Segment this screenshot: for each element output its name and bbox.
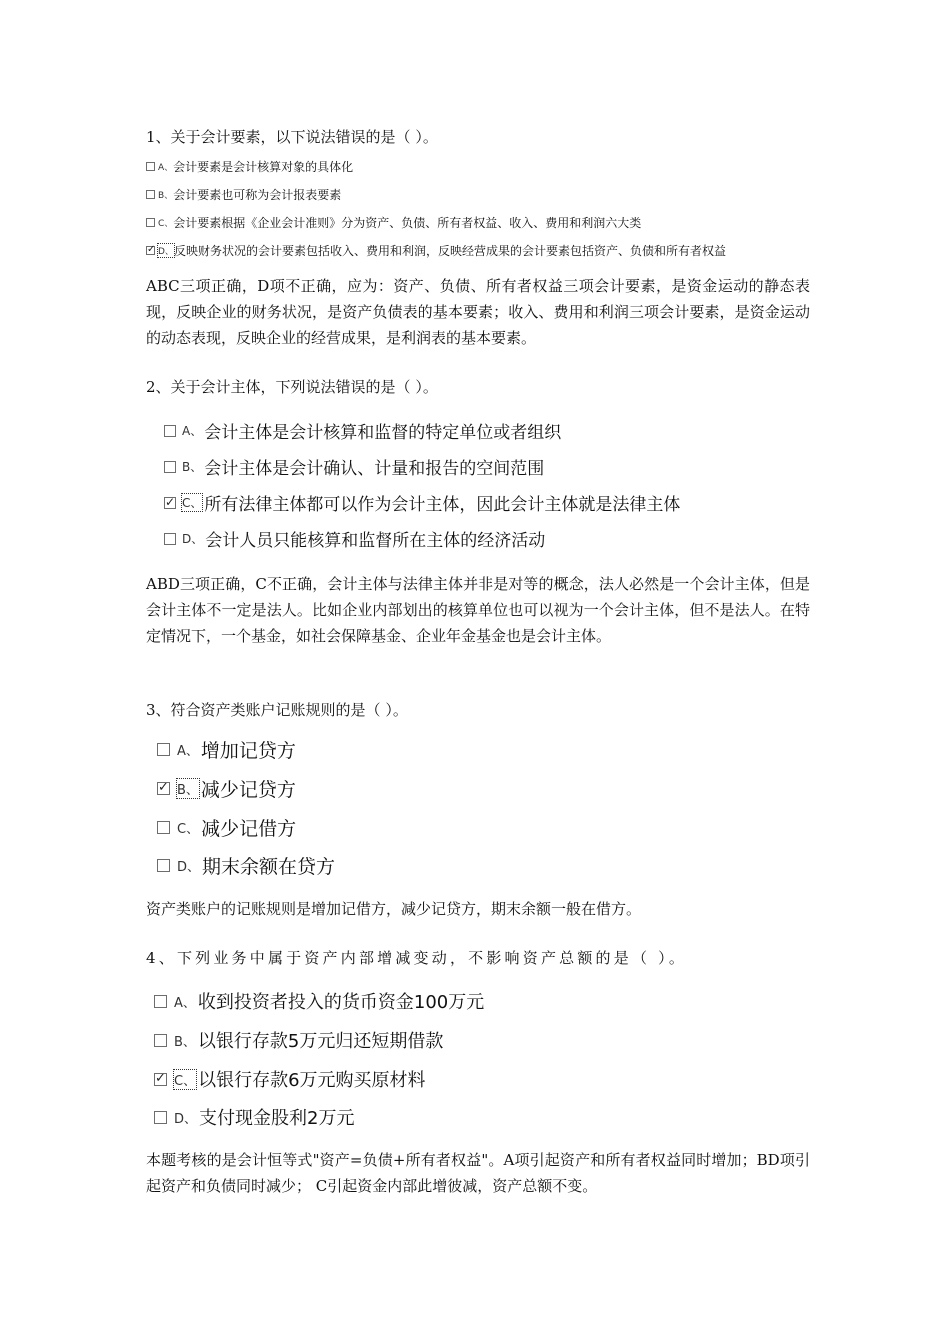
- question-2-stem: 2、关于会计主体，下列说法错误的是（ ）。: [146, 378, 438, 396]
- option-text: 会计要素是会计核算对象的具体化: [173, 160, 354, 174]
- option-text: 以银行存款6万元购买原材料: [198, 1070, 426, 1091]
- option-text: 会计主体是会计核算和监督的特定单位或者组织: [204, 423, 562, 443]
- question-1-explanation: ABC三项正确，D项不正确，应为：资产、负债、所有者权益三项会计要素，是资金运动的静态表现，反映企业的财务状况，是资产负债表的基本要素；收入、费用和利润三项会计要素，是资金运动的动态表现，反映企业的经营成果，是利润表的基本要素。: [146, 277, 810, 347]
- checked-checkbox-icon[interactable]: [164, 497, 176, 509]
- question-2-option-b[interactable]: [164, 454, 544, 479]
- question-4-explanation: 本题考核的是会计恒等式"资产=负债+所有者权益"。A项引起资产和所有者权益同时增加；BD项引起资产和负债同时减少； C引起资金内部此增彼减，资产总额不变。: [146, 1151, 810, 1195]
- question-1-option-c[interactable]: [146, 214, 641, 231]
- option-text: 期末余额在贷方: [202, 856, 336, 878]
- checkbox-icon[interactable]: [154, 995, 167, 1008]
- question-3-option-b[interactable]: [157, 775, 296, 802]
- question-3-stem: 3、符合资产类账户记账规则的是（ ）。: [146, 701, 408, 719]
- option-letter: B、: [174, 1034, 196, 1050]
- question-2-option-c[interactable]: [164, 490, 680, 515]
- question-4-option-a[interactable]: [154, 988, 484, 1014]
- option-text: 减少记借方: [201, 818, 297, 840]
- question-4-option-d[interactable]: [154, 1104, 354, 1130]
- checked-checkbox-icon[interactable]: [146, 246, 155, 255]
- question-4-stem: 4、下列业务中属于资产内部增减变动，不影响资产总额的是（ ）。: [146, 949, 688, 967]
- option-letter: C、: [182, 496, 203, 510]
- checked-checkbox-icon[interactable]: [154, 1073, 167, 1086]
- checkbox-icon[interactable]: [164, 461, 176, 473]
- option-text: 减少记贷方: [200, 779, 296, 801]
- checkbox-icon[interactable]: [146, 218, 155, 227]
- checkbox-icon[interactable]: [154, 1111, 167, 1124]
- option-text: 支付现金股利2万元: [199, 1108, 355, 1129]
- option-letter: D、: [158, 244, 174, 257]
- option-letter: A、: [174, 995, 196, 1011]
- option-text: 反映财务状况的会计要素包括收入、费用和利润，反映经营成果的会计要素包括资产、负债和所有者权益: [173, 244, 726, 258]
- option-letter: B、: [177, 779, 199, 798]
- checkbox-icon[interactable]: [146, 162, 155, 171]
- option-text: 会计要素根据《企业会计准则》分为资产、负债、所有者权益、收入、费用和利润六大类: [173, 216, 642, 230]
- option-letter: D、: [177, 860, 201, 875]
- question-1-option-b[interactable]: [146, 186, 341, 203]
- checkbox-icon[interactable]: [157, 743, 170, 756]
- question-2-option-d[interactable]: [164, 526, 545, 551]
- question-4-option-c[interactable]: [154, 1066, 426, 1092]
- question-1-option-d[interactable]: [146, 242, 726, 259]
- option-letter: C、: [158, 219, 174, 229]
- question-2-explanation: ABD三项正确，C不正确，会计主体与法律主体并非是对等的概念，法人必然是一个会计主体，但是会计主体不一定是法人。比如企业内部划出的核算单位也可以视为一个会计主体，但不是法人。在特定情况下，一个基金，如社会保障基金、企业年金基金也是会计主体。: [146, 575, 810, 645]
- question-2-option-a[interactable]: [164, 418, 561, 443]
- checkbox-icon[interactable]: [157, 821, 170, 834]
- question-1-stem: 1、关于会计要素，以下说法错误的是（ ）。: [146, 128, 438, 146]
- option-letter: B、: [182, 460, 203, 474]
- option-letter: A、: [182, 424, 203, 438]
- checkbox-icon[interactable]: [154, 1034, 167, 1047]
- checkbox-icon[interactable]: [157, 859, 170, 872]
- option-letter: D、: [182, 532, 204, 546]
- option-text: 会计人员只能核算和监督所在主体的经济活动: [205, 531, 546, 551]
- option-letter: C、: [177, 822, 200, 837]
- option-letter: D、: [174, 1111, 198, 1127]
- question-3-option-c[interactable]: [157, 814, 296, 841]
- option-text: 所有法律主体都可以作为会计主体，因此会计主体就是法律主体: [204, 495, 681, 515]
- option-letter: A、: [158, 163, 174, 173]
- option-letter: A、: [177, 744, 199, 759]
- option-letter: B、: [158, 191, 174, 201]
- checkbox-icon[interactable]: [164, 425, 176, 437]
- option-text: 以银行存款5万元归还短期借款: [197, 1031, 444, 1052]
- option-text: 收到投资者投入的货币资金100万元: [197, 992, 485, 1013]
- question-1-option-a[interactable]: [146, 158, 353, 175]
- checked-checkbox-icon[interactable]: [157, 782, 170, 795]
- question-4-option-b[interactable]: [154, 1027, 443, 1053]
- option-text: 增加记贷方: [200, 740, 296, 762]
- question-3-explanation: 资产类账户的记账规则是增加记借方，减少记贷方，期末余额一般在借方。: [146, 900, 642, 918]
- checkbox-icon[interactable]: [164, 533, 176, 545]
- question-3-option-d[interactable]: [157, 852, 335, 879]
- option-text: 会计主体是会计确认、计量和报告的空间范围: [204, 459, 545, 479]
- option-text: 会计要素也可称为会计报表要素: [173, 188, 342, 202]
- option-letter: C、: [174, 1070, 196, 1089]
- checkbox-icon[interactable]: [146, 190, 155, 199]
- question-3-option-a[interactable]: [157, 736, 296, 763]
